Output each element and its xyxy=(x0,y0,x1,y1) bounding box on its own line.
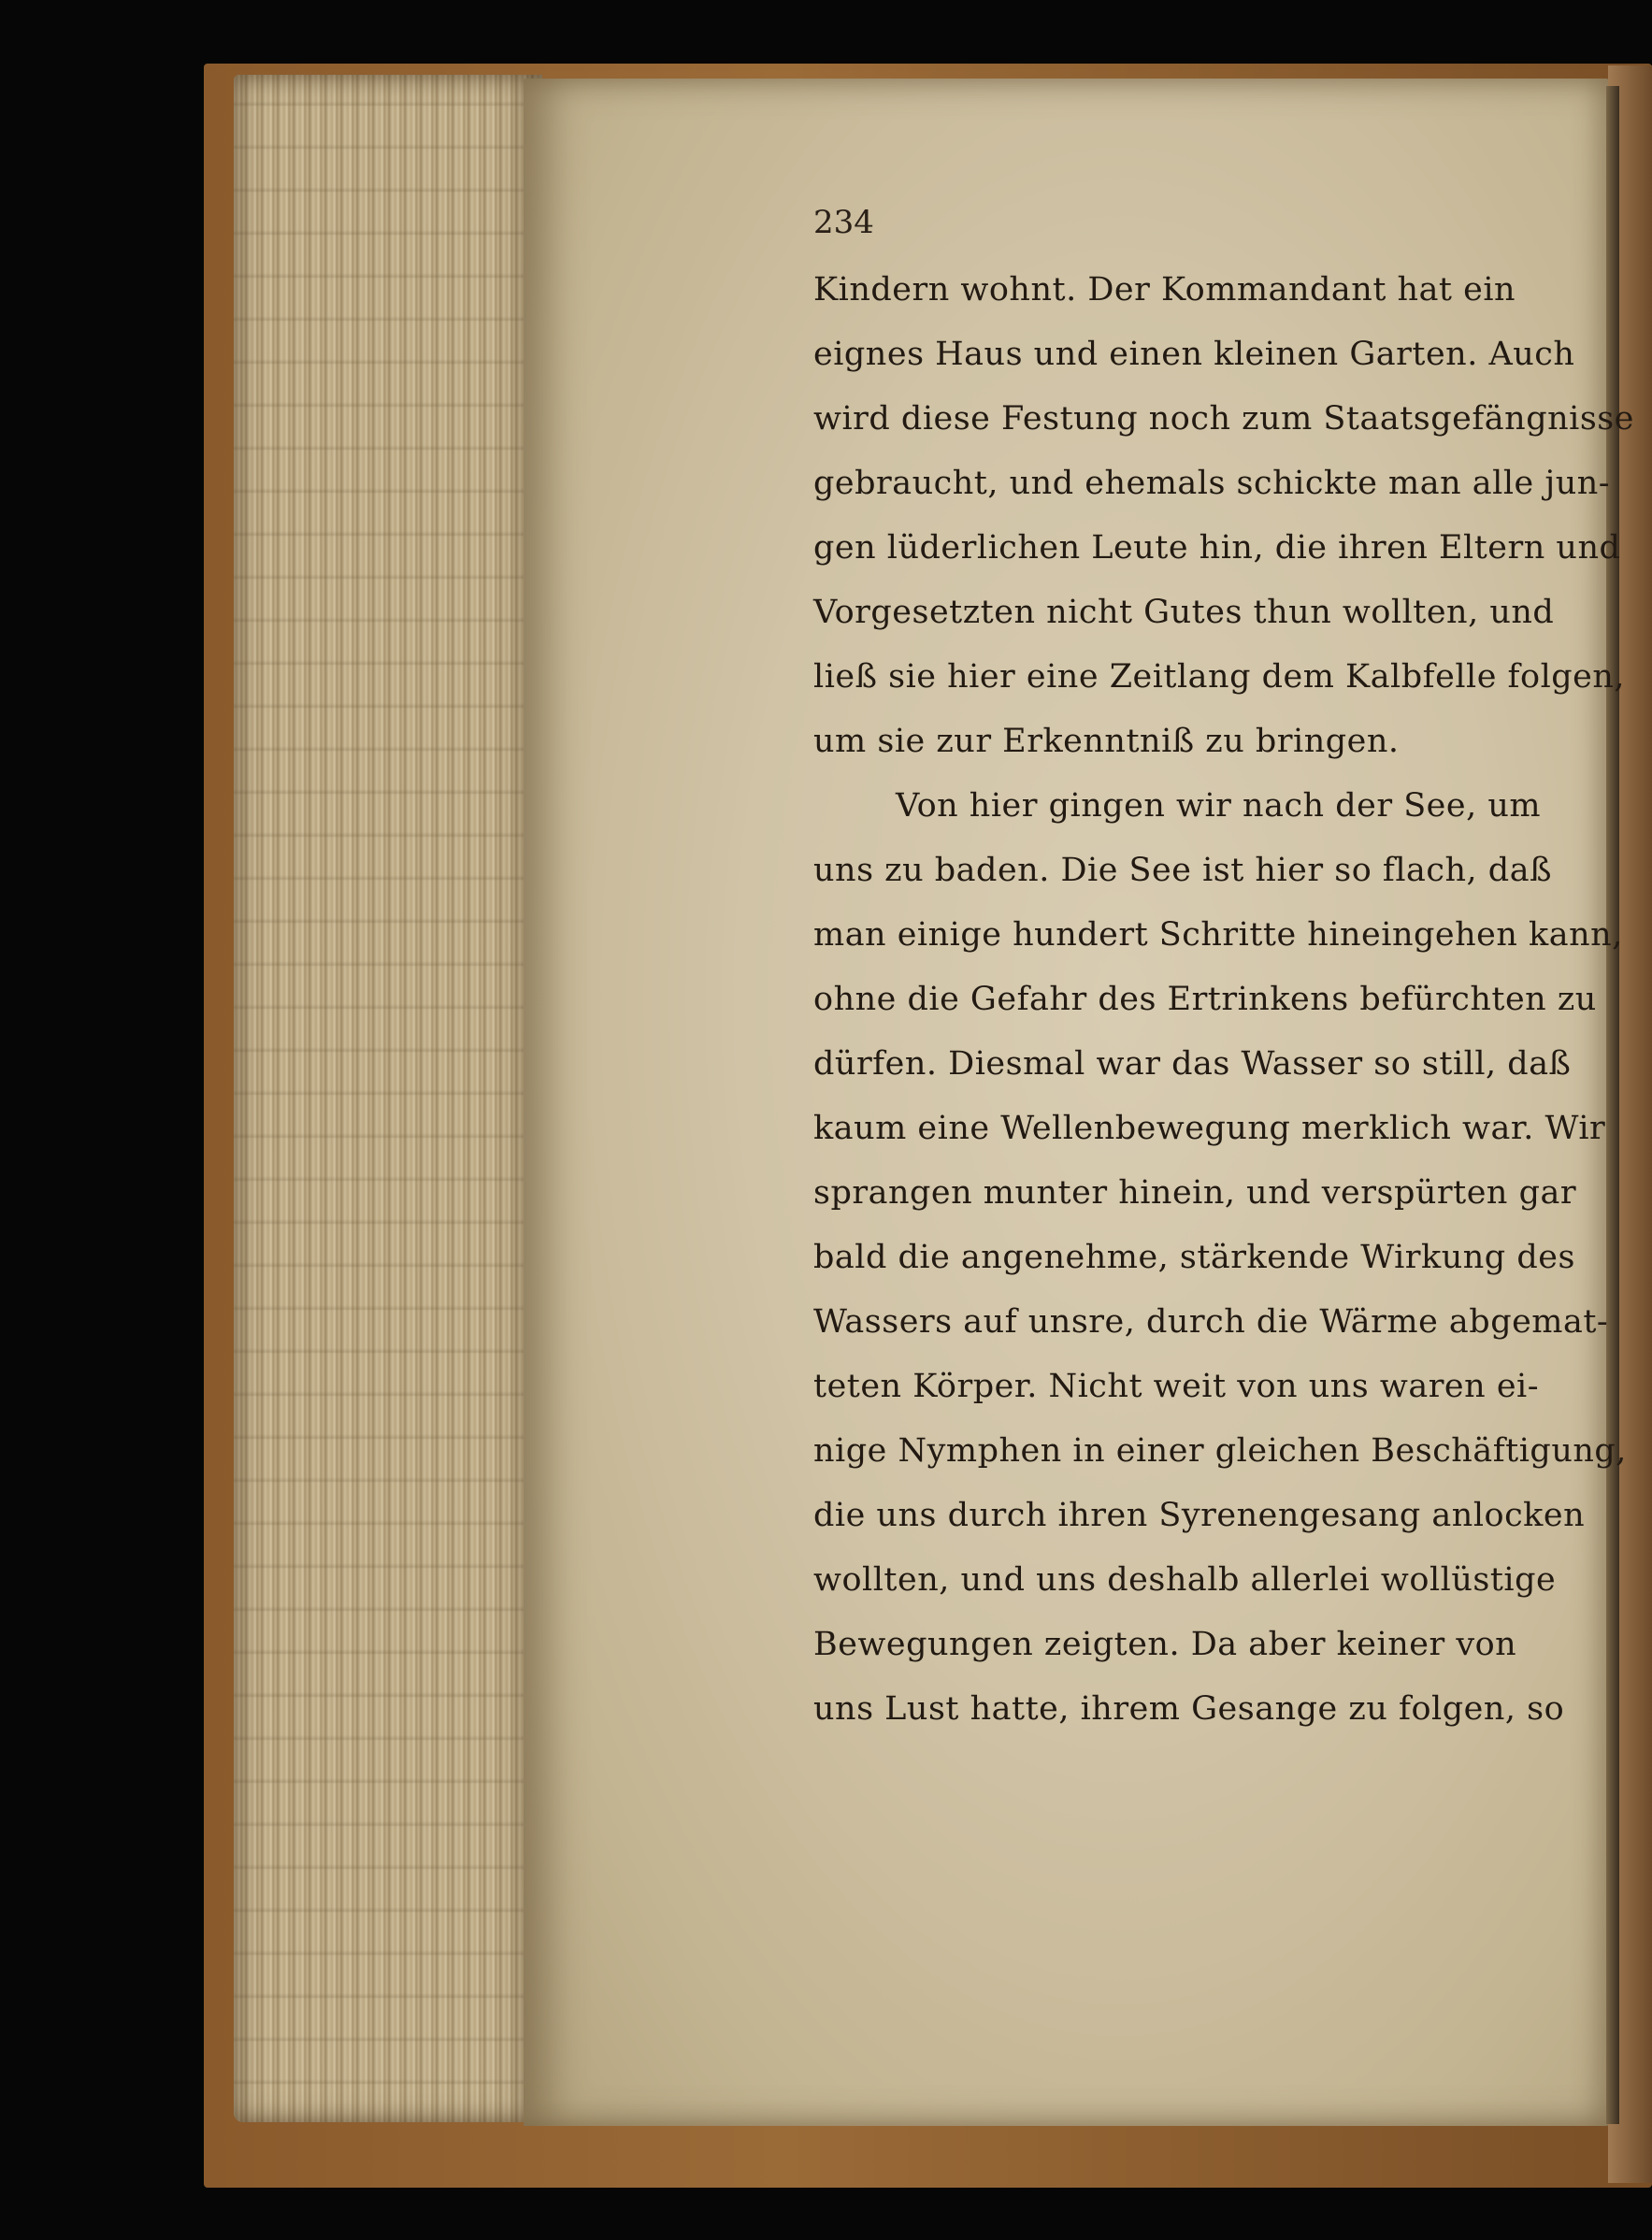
text-line: Kindern wohnt. Der Kommandant hat ein xyxy=(813,271,1516,309)
text-line: eignes Haus und einen kleinen Garten. Auch xyxy=(813,336,1575,373)
text-line: gen lüderlichen Leute hin, die ihren Eltern und xyxy=(813,529,1621,567)
text-line-paragraph-start: Von hier gingen wir nach der See, um xyxy=(896,787,1542,825)
book-page xyxy=(524,79,1611,2126)
text-line: ohne die Gefahr des Ertrinkens befürchten zu xyxy=(813,981,1597,1018)
text-line: teten Körper. Nicht weit von uns waren ei- xyxy=(813,1368,1540,1405)
text-line: nige Nymphen in einer gleichen Beschäftigung, xyxy=(813,1432,1627,1470)
text-line: uns Lust hatte, ihrem Gesange zu folgen, so xyxy=(813,1690,1565,1728)
text-line: uns zu baden. Die See ist hier so flach, daß xyxy=(813,852,1552,889)
text-line: um sie zur Erkenntniß zu bringen. xyxy=(813,723,1400,760)
text-line: die uns durch ihren Syrenengesang anlocken xyxy=(813,1497,1586,1534)
text-line: kaum eine Wellenbewegung merklich war. Wir xyxy=(813,1110,1606,1147)
text-line: wollten, und uns deshalb allerlei wollüstige xyxy=(813,1561,1557,1599)
text-line: Wassers auf unsre, durch die Wärme abgemat- xyxy=(813,1303,1609,1341)
text-line: man einige hundert Schritte hineingehen kann, xyxy=(813,916,1623,954)
text-line: sprangen munter hinein, und verspürten gar xyxy=(813,1174,1577,1212)
text-line: Bewegungen zeigten. Da aber keiner von xyxy=(813,1626,1517,1663)
page-number: 234 xyxy=(813,204,874,241)
text-line: Vorgesetzten nicht Gutes thun wollten, und xyxy=(813,594,1555,631)
page-edges-stack xyxy=(234,75,542,2122)
text-line: wird diese Festung noch zum Staatsgefängnisse xyxy=(813,400,1634,438)
page-gutter xyxy=(1606,86,1619,2124)
text-line: dürfen. Diesmal war das Wasser so still, daß xyxy=(813,1045,1572,1083)
text-line: bald die angenehme, stärkende Wirkung des xyxy=(813,1239,1575,1276)
text-line: ließ sie hier eine Zeitlang dem Kalbfelle folgen, xyxy=(813,658,1626,696)
text-line: gebraucht, und ehemals schickte man alle jun- xyxy=(813,465,1611,502)
